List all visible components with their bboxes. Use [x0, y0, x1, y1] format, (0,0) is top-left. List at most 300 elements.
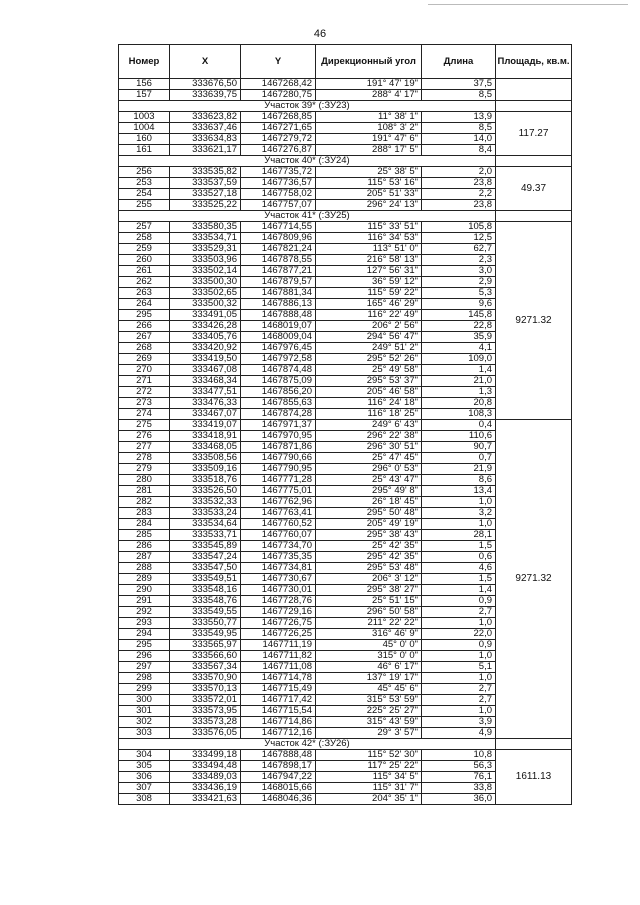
- segment-length: 0,7: [422, 453, 496, 464]
- point-number: 257: [119, 222, 170, 233]
- direction-angle: 117° 25' 22": [316, 761, 422, 772]
- coord-x: 333421,63: [170, 794, 241, 805]
- coord-x: 333502,14: [170, 266, 241, 277]
- area-value: [496, 79, 572, 101]
- point-number: 161: [119, 145, 170, 156]
- coord-y: 1467276,87: [241, 145, 316, 156]
- point-number: 273: [119, 398, 170, 409]
- direction-angle: 295° 42' 35": [316, 552, 422, 563]
- coord-y: 1467728,76: [241, 596, 316, 607]
- coord-y: 1467888,48: [241, 750, 316, 761]
- segment-length: 0,9: [422, 640, 496, 651]
- point-number: 306: [119, 772, 170, 783]
- direction-angle: 288° 17' 5": [316, 145, 422, 156]
- coord-x: 333518,76: [170, 475, 241, 486]
- section-title-blank: [496, 101, 572, 112]
- coord-y: 1467947,22: [241, 772, 316, 783]
- section-title-row: [119, 211, 572, 222]
- coord-x: 333570,90: [170, 673, 241, 684]
- coord-y: 1467734,70: [241, 541, 316, 552]
- segment-length: 105,8: [422, 222, 496, 233]
- coord-y: 1467886,13: [241, 299, 316, 310]
- coord-x: 333548,76: [170, 596, 241, 607]
- coord-x: 333576,05: [170, 728, 241, 739]
- coord-x: 333489,03: [170, 772, 241, 783]
- point-number: 290: [119, 585, 170, 596]
- segment-length: 108,3: [422, 409, 496, 420]
- table-row: [119, 112, 572, 123]
- coord-x: 333621,17: [170, 145, 241, 156]
- coord-x: 333491,05: [170, 310, 241, 321]
- coord-y: 1467714,55: [241, 222, 316, 233]
- segment-length: 1,0: [422, 651, 496, 662]
- point-number: 256: [119, 167, 170, 178]
- direction-angle: 204° 35' 1": [316, 794, 422, 805]
- segment-length: 22,8: [422, 321, 496, 332]
- header-x: X: [170, 45, 241, 79]
- segment-length: 23,8: [422, 200, 496, 211]
- point-number: 291: [119, 596, 170, 607]
- coord-y: 1467714,86: [241, 717, 316, 728]
- direction-angle: 295° 52' 26": [316, 354, 422, 365]
- segment-length: 90,7: [422, 442, 496, 453]
- direction-angle: 127° 56' 31": [316, 266, 422, 277]
- direction-angle: 25° 47' 45": [316, 453, 422, 464]
- direction-angle: 11° 38' 1": [316, 112, 422, 123]
- coord-x: 333537,59: [170, 178, 241, 189]
- coord-x: 333572,01: [170, 695, 241, 706]
- direction-angle: 26° 18' 45": [316, 497, 422, 508]
- direction-angle: 116° 34' 53": [316, 233, 422, 244]
- point-number: 261: [119, 266, 170, 277]
- coord-y: 1467970,95: [241, 431, 316, 442]
- segment-length: 1,0: [422, 706, 496, 717]
- direction-angle: 205° 51' 33": [316, 189, 422, 200]
- point-number: 304: [119, 750, 170, 761]
- direction-angle: 116° 24' 18": [316, 398, 422, 409]
- segment-length: 3,0: [422, 266, 496, 277]
- point-number: 1003: [119, 112, 170, 123]
- segment-length: 5,1: [422, 662, 496, 673]
- coord-y: 1468009,04: [241, 332, 316, 343]
- coord-x: 333639,75: [170, 90, 241, 101]
- table-row: [119, 79, 572, 90]
- coord-x: 333525,22: [170, 200, 241, 211]
- coord-y: 1467856,20: [241, 387, 316, 398]
- coord-x: 333476,33: [170, 398, 241, 409]
- point-number: 263: [119, 288, 170, 299]
- segment-length: 76,1: [422, 772, 496, 783]
- coord-x: 333545,89: [170, 541, 241, 552]
- header-y: Y: [241, 45, 316, 79]
- direction-angle: 296° 30' 51": [316, 442, 422, 453]
- coord-x: 333573,28: [170, 717, 241, 728]
- direction-angle: 295° 49' 8": [316, 486, 422, 497]
- coord-y: 1467871,86: [241, 442, 316, 453]
- segment-length: 36,0: [422, 794, 496, 805]
- direction-angle: 116° 22' 49": [316, 310, 422, 321]
- segment-length: 21,9: [422, 464, 496, 475]
- page-number: 46: [313, 28, 327, 40]
- coord-x: 333573,95: [170, 706, 241, 717]
- segment-length: 9,6: [422, 299, 496, 310]
- direction-angle: 295° 53' 48": [316, 563, 422, 574]
- segment-length: 13,9: [422, 112, 496, 123]
- direction-angle: 296° 0' 53": [316, 464, 422, 475]
- coord-y: 1467730,67: [241, 574, 316, 585]
- point-number: 269: [119, 354, 170, 365]
- point-number: 156: [119, 79, 170, 90]
- point-number: 258: [119, 233, 170, 244]
- coord-y: 1467760,52: [241, 519, 316, 530]
- segment-length: 12,5: [422, 233, 496, 244]
- point-number: 283: [119, 508, 170, 519]
- point-number: 274: [119, 409, 170, 420]
- section-title: Участок 42* (:ЗУ26): [119, 739, 496, 750]
- direction-angle: 288° 4' 17": [316, 90, 422, 101]
- point-number: 292: [119, 607, 170, 618]
- direction-angle: 296° 24' 13": [316, 200, 422, 211]
- header-angle: Дирекционный угол: [316, 45, 422, 79]
- point-number: 275: [119, 420, 170, 431]
- coord-y: 1467271,65: [241, 123, 316, 134]
- point-number: 270: [119, 365, 170, 376]
- point-number: 1004: [119, 123, 170, 134]
- point-number: 255: [119, 200, 170, 211]
- segment-length: 0,4: [422, 420, 496, 431]
- coord-x: 333547,24: [170, 552, 241, 563]
- direction-angle: 294° 56' 47": [316, 332, 422, 343]
- direction-angle: 205° 49' 19": [316, 519, 422, 530]
- coord-y: 1467711,82: [241, 651, 316, 662]
- coord-y: 1467711,19: [241, 640, 316, 651]
- table-row: [119, 750, 572, 761]
- point-number: 294: [119, 629, 170, 640]
- direction-angle: 165° 46' 29": [316, 299, 422, 310]
- segment-length: 1,0: [422, 618, 496, 629]
- coord-y: 1467809,96: [241, 233, 316, 244]
- coord-x: 333527,18: [170, 189, 241, 200]
- segment-length: 2,9: [422, 277, 496, 288]
- area-value: 117.27: [496, 112, 572, 156]
- coord-y: 1467760,07: [241, 530, 316, 541]
- coord-x: 333534,64: [170, 519, 241, 530]
- coord-x: 333570,13: [170, 684, 241, 695]
- point-number: 305: [119, 761, 170, 772]
- direction-angle: 296° 50' 58": [316, 607, 422, 618]
- coord-x: 333526,50: [170, 486, 241, 497]
- coord-y: 1467790,66: [241, 453, 316, 464]
- coord-x: 333565,97: [170, 640, 241, 651]
- segment-length: 4,9: [422, 728, 496, 739]
- direction-angle: 191° 47' 6": [316, 134, 422, 145]
- coord-x: 333436,19: [170, 783, 241, 794]
- coord-x: 333508,56: [170, 453, 241, 464]
- point-number: 267: [119, 332, 170, 343]
- direction-angle: 46° 6' 17": [316, 662, 422, 673]
- coord-x: 333529,31: [170, 244, 241, 255]
- segment-length: 8,5: [422, 90, 496, 101]
- page-top-rule: [428, 4, 628, 5]
- segment-length: 0,6: [422, 552, 496, 563]
- coord-x: 333426,28: [170, 321, 241, 332]
- segment-length: 1,3: [422, 387, 496, 398]
- point-number: 278: [119, 453, 170, 464]
- point-number: 295: [119, 310, 170, 321]
- coord-x: 333634,83: [170, 134, 241, 145]
- coord-x: 333580,35: [170, 222, 241, 233]
- coord-y: 1467771,28: [241, 475, 316, 486]
- direction-angle: 249° 6' 43": [316, 420, 422, 431]
- area-value: 1611.13: [496, 750, 572, 805]
- point-number: 262: [119, 277, 170, 288]
- segment-length: 14,0: [422, 134, 496, 145]
- coord-y: 1467268,85: [241, 112, 316, 123]
- point-number: 260: [119, 255, 170, 266]
- segment-length: 62,7: [422, 244, 496, 255]
- point-number: 288: [119, 563, 170, 574]
- segment-length: 1,0: [422, 673, 496, 684]
- coord-x: 333566,60: [170, 651, 241, 662]
- table-row: [119, 420, 572, 431]
- coord-y: 1467715,54: [241, 706, 316, 717]
- coord-y: 1467877,21: [241, 266, 316, 277]
- coord-x: 333467,08: [170, 365, 241, 376]
- coord-y: 1467898,17: [241, 761, 316, 772]
- direction-angle: 296° 22' 38": [316, 431, 422, 442]
- segment-length: 8,6: [422, 475, 496, 486]
- coord-y: 1467717,42: [241, 695, 316, 706]
- point-number: 295: [119, 640, 170, 651]
- segment-length: 28,1: [422, 530, 496, 541]
- point-number: 282: [119, 497, 170, 508]
- coord-y: 1467714,78: [241, 673, 316, 684]
- point-number: 268: [119, 343, 170, 354]
- section-title: Участок 41* (:ЗУ25): [119, 211, 496, 222]
- point-number: 264: [119, 299, 170, 310]
- section-title-row: [119, 739, 572, 750]
- coord-y: 1467726,75: [241, 618, 316, 629]
- coord-y: 1467775,01: [241, 486, 316, 497]
- point-number: 302: [119, 717, 170, 728]
- segment-length: 5,3: [422, 288, 496, 299]
- point-number: 297: [119, 662, 170, 673]
- coord-y: 1468046,36: [241, 794, 316, 805]
- segment-length: 109,0: [422, 354, 496, 365]
- direction-angle: 295° 53' 37": [316, 376, 422, 387]
- coord-y: 1467762,96: [241, 497, 316, 508]
- coord-x: 333623,82: [170, 112, 241, 123]
- coord-y: 1467280,75: [241, 90, 316, 101]
- direction-angle: 36° 59' 12": [316, 277, 422, 288]
- table-body: [119, 79, 572, 805]
- area-value: 9271.32: [496, 420, 572, 739]
- direction-angle: 315° 43' 59": [316, 717, 422, 728]
- direction-angle: 25° 38' 5": [316, 167, 422, 178]
- direction-angle: 315° 0' 0": [316, 651, 422, 662]
- coord-x: 333548,16: [170, 585, 241, 596]
- coord-y: 1467730,01: [241, 585, 316, 596]
- coord-x: 333494,48: [170, 761, 241, 772]
- point-number: 160: [119, 134, 170, 145]
- point-number: 298: [119, 673, 170, 684]
- segment-length: 23,8: [422, 178, 496, 189]
- point-number: 271: [119, 376, 170, 387]
- segment-length: 22,0: [422, 629, 496, 640]
- segment-length: 8,4: [422, 145, 496, 156]
- coord-y: 1467758,02: [241, 189, 316, 200]
- coord-y: 1468019,07: [241, 321, 316, 332]
- coord-x: 333550,77: [170, 618, 241, 629]
- direction-angle: 25° 43' 47": [316, 475, 422, 486]
- point-number: 284: [119, 519, 170, 530]
- point-number: 301: [119, 706, 170, 717]
- direction-angle: 25° 51' 15": [316, 596, 422, 607]
- coord-x: 333535,82: [170, 167, 241, 178]
- segment-length: 1,5: [422, 574, 496, 585]
- coord-x: 333509,16: [170, 464, 241, 475]
- coord-x: 333500,30: [170, 277, 241, 288]
- coord-y: 1467736,57: [241, 178, 316, 189]
- coord-y: 1467855,63: [241, 398, 316, 409]
- direction-angle: 315° 53' 59": [316, 695, 422, 706]
- section-title: Участок 40* (:ЗУ24): [119, 156, 496, 167]
- segment-length: 8,5: [422, 123, 496, 134]
- point-number: 279: [119, 464, 170, 475]
- point-number: 299: [119, 684, 170, 695]
- coord-x: 333637,46: [170, 123, 241, 134]
- direction-angle: 206° 3' 12": [316, 574, 422, 585]
- direction-angle: 295° 50' 48": [316, 508, 422, 519]
- direction-angle: 316° 46' 9": [316, 629, 422, 640]
- point-number: 285: [119, 530, 170, 541]
- coord-y: 1467874,28: [241, 409, 316, 420]
- segment-length: 37,5: [422, 79, 496, 90]
- area-value: 9271.32: [496, 222, 572, 420]
- header-number: Номер: [119, 45, 170, 79]
- segment-length: 2,7: [422, 684, 496, 695]
- coord-x: 333500,32: [170, 299, 241, 310]
- segment-length: 145,8: [422, 310, 496, 321]
- coord-x: 333533,24: [170, 508, 241, 519]
- coord-x: 333468,34: [170, 376, 241, 387]
- segment-length: 35,9: [422, 332, 496, 343]
- coord-x: 333477,51: [170, 387, 241, 398]
- point-number: 266: [119, 321, 170, 332]
- coord-y: 1467878,55: [241, 255, 316, 266]
- section-title-blank: [496, 211, 572, 222]
- segment-length: 1,4: [422, 585, 496, 596]
- point-number: 307: [119, 783, 170, 794]
- direction-angle: 115° 59' 22": [316, 288, 422, 299]
- direction-angle: 115° 34' 5": [316, 772, 422, 783]
- direction-angle: 108° 3' 2": [316, 123, 422, 134]
- coord-y: 1467971,37: [241, 420, 316, 431]
- coord-y: 1467821,24: [241, 244, 316, 255]
- segment-length: 4,1: [422, 343, 496, 354]
- point-number: 259: [119, 244, 170, 255]
- point-number: 308: [119, 794, 170, 805]
- coord-y: 1467715,49: [241, 684, 316, 695]
- coord-x: 333405,76: [170, 332, 241, 343]
- segment-length: 33,8: [422, 783, 496, 794]
- coord-x: 333534,71: [170, 233, 241, 244]
- direction-angle: 206° 2' 56": [316, 321, 422, 332]
- direction-angle: 216° 58' 13": [316, 255, 422, 266]
- segment-length: 110,6: [422, 431, 496, 442]
- segment-length: 21,0: [422, 376, 496, 387]
- direction-angle: 113° 51' 0": [316, 244, 422, 255]
- segment-length: 2,3: [422, 255, 496, 266]
- point-number: 286: [119, 541, 170, 552]
- coord-x: 333419,07: [170, 420, 241, 431]
- coord-y: 1467972,58: [241, 354, 316, 365]
- coord-x: 333547,50: [170, 563, 241, 574]
- segment-length: 56,3: [422, 761, 496, 772]
- point-number: 300: [119, 695, 170, 706]
- direction-angle: 29° 3' 57": [316, 728, 422, 739]
- point-number: 272: [119, 387, 170, 398]
- point-number: 254: [119, 189, 170, 200]
- direction-angle: 205° 46' 58": [316, 387, 422, 398]
- coord-y: 1467881,34: [241, 288, 316, 299]
- coord-y: 1467763,41: [241, 508, 316, 519]
- point-number: 253: [119, 178, 170, 189]
- direction-angle: 116° 18' 25": [316, 409, 422, 420]
- direction-angle: 115° 31' 7": [316, 783, 422, 794]
- coord-x: 333532,33: [170, 497, 241, 508]
- direction-angle: 137° 19' 17": [316, 673, 422, 684]
- point-number: 289: [119, 574, 170, 585]
- direction-angle: 115° 52' 30": [316, 750, 422, 761]
- segment-length: 3,9: [422, 717, 496, 728]
- area-value: 49.37: [496, 167, 572, 211]
- section-title-blank: [496, 739, 572, 750]
- direction-angle: 225° 25' 27": [316, 706, 422, 717]
- coord-x: 333418,91: [170, 431, 241, 442]
- point-number: 276: [119, 431, 170, 442]
- coord-y: 1467726,25: [241, 629, 316, 640]
- table-row: [119, 222, 572, 233]
- section-title: Участок 39* (:ЗУ23): [119, 101, 496, 112]
- direction-angle: 115° 53' 16": [316, 178, 422, 189]
- coord-y: 1467875,09: [241, 376, 316, 387]
- segment-length: 20,8: [422, 398, 496, 409]
- coord-y: 1467757,07: [241, 200, 316, 211]
- segment-length: 13,4: [422, 486, 496, 497]
- coord-y: 1467976,45: [241, 343, 316, 354]
- direction-angle: 25° 49' 58": [316, 365, 422, 376]
- coord-x: 333549,51: [170, 574, 241, 585]
- section-title-blank: [496, 156, 572, 167]
- section-title-row: [119, 156, 572, 167]
- coord-y: 1467279,72: [241, 134, 316, 145]
- point-number: 296: [119, 651, 170, 662]
- header-area: Площадь, кв.м.: [496, 45, 572, 79]
- segment-length: 2,0: [422, 167, 496, 178]
- coord-y: 1468015,66: [241, 783, 316, 794]
- segment-length: 1,4: [422, 365, 496, 376]
- direction-angle: 45° 45' 6": [316, 684, 422, 695]
- segment-length: 2,7: [422, 695, 496, 706]
- section-title-row: [119, 101, 572, 112]
- point-number: 303: [119, 728, 170, 739]
- point-number: 280: [119, 475, 170, 486]
- coord-x: 333533,71: [170, 530, 241, 541]
- header-length: Длина: [422, 45, 496, 79]
- direction-angle: 25° 42' 35": [316, 541, 422, 552]
- coord-y: 1467712,16: [241, 728, 316, 739]
